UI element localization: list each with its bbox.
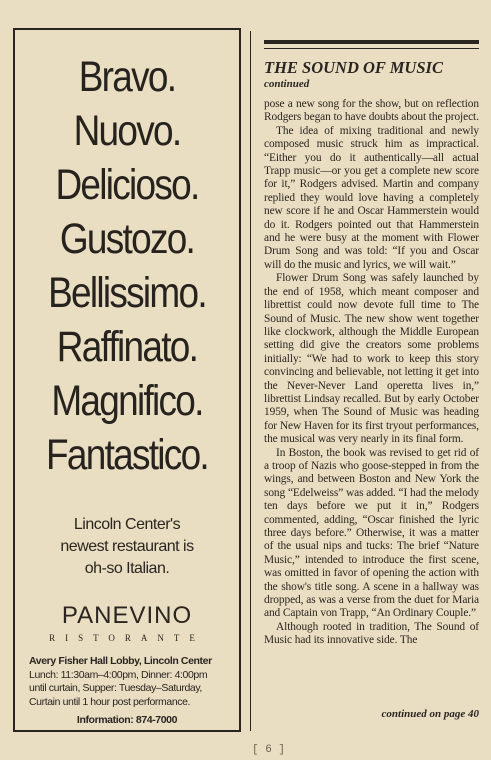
- ad-word: Bellissimo.: [48, 269, 206, 317]
- continued-on-page: continued on page 40: [381, 708, 479, 720]
- restaurant-logo: PANEVINO: [61, 602, 193, 629]
- article-paragraph: The idea of mixing traditional and newly composed music struck him as impractical. “Either you do it authentically—all actual Trapp music—or you get a complete new score for it,” Rodgers advised. Martin and company replied they would love having a completely new score if he and Oscar Hammerstein would do it. Rodgers pointed out that Hammerstein and he were busy at the moment with Flower Drum Song and was told: “If you and Oscar will do the music and lyrics, we will wait.”: [264, 124, 479, 271]
- article-paragraph: Flower Drum Song was safely launched by the end of 1958, which meant composer and librettist could now devote full time to The Sound of Music. The new show went together like clockwork, although the Middle European setting did give the creators some problems initially: “We had to work to keep this story convincing and believable, not letting it get into the Never-Never Land operetta lives in,” librettist Lindsay recalled. But by early October 1959, when The Sound of Music was heading for New Haven for its first tryout performances, the musical was very nearly in its final form.: [264, 272, 479, 446]
- ad-tagline: [15, 514, 239, 580]
- ad-tagline-line: Lincoln Center's: [73, 516, 181, 533]
- restaurant-hours: until curtain, Supper: Tuesday–Saturday,: [29, 682, 202, 694]
- restaurant-hours: Curtain until 1 hour post performance.: [29, 695, 191, 708]
- restaurant-ad: [13, 28, 241, 732]
- restaurant-logo-subtitle: RISTORANTE: [49, 633, 205, 643]
- ad-word-list: [15, 50, 239, 482]
- column-divider: [250, 31, 251, 731]
- ad-tagline-line: oh-so Italian.: [84, 560, 170, 577]
- restaurant-info: [29, 655, 225, 728]
- header-rule-thick: [264, 40, 479, 44]
- ad-word: Nuovo.: [73, 107, 181, 155]
- ad-word: Bravo.: [78, 53, 176, 101]
- ad-word: Magnifico.: [51, 377, 203, 425]
- ad-word: Raffinato.: [56, 323, 198, 371]
- article-title: THE SOUND OF MUSIC: [264, 58, 443, 77]
- ad-word: Delicioso.: [55, 161, 199, 209]
- ad-word: Fantastico.: [46, 431, 208, 479]
- restaurant-phone: Information: 874-7000: [76, 714, 178, 726]
- header-rule-thin: [264, 48, 479, 49]
- article-paragraph: Although rooted in tradition, The Sound of Music had its innovative side. The: [264, 620, 479, 647]
- ad-word: Gustozo.: [59, 215, 195, 263]
- article-continued-label: continued: [264, 78, 310, 90]
- article-body: [264, 98, 479, 648]
- ad-tagline-line: newest restaurant is: [60, 538, 194, 555]
- restaurant-location: Avery Fisher Hall Lobby, Lincoln Center: [29, 655, 212, 667]
- article-paragraph: pose a new song for the show, but on reflection Rodgers began to have doubts about the project.: [264, 98, 479, 124]
- restaurant-hours: Lunch: 11:30am–4:00pm, Dinner: 4:00pm: [29, 668, 208, 681]
- article-paragraph: In Boston, the book was revised to get rid of a troop of Nazis who goose-stepped in from the wings, and between Boston and New York the song “Edelweiss” was added. “I had the melody ten days before we put it in,” Rodgers commented, adding, “Oscar finished the lyric three days before.” Otherwise, it was a matter of the usual nips and tucks: The brief “Nature Music,” intended to introduce the first scene, was omitted in favor of opening the action with the show's title song. A scene in a hallway was dropped, as was a verse from the duet for Maria and Captain von Trapp, “An Ordinary Couple.”: [264, 446, 479, 620]
- page-number: [ 6 ]: [252, 744, 286, 756]
- article: [264, 58, 479, 648]
